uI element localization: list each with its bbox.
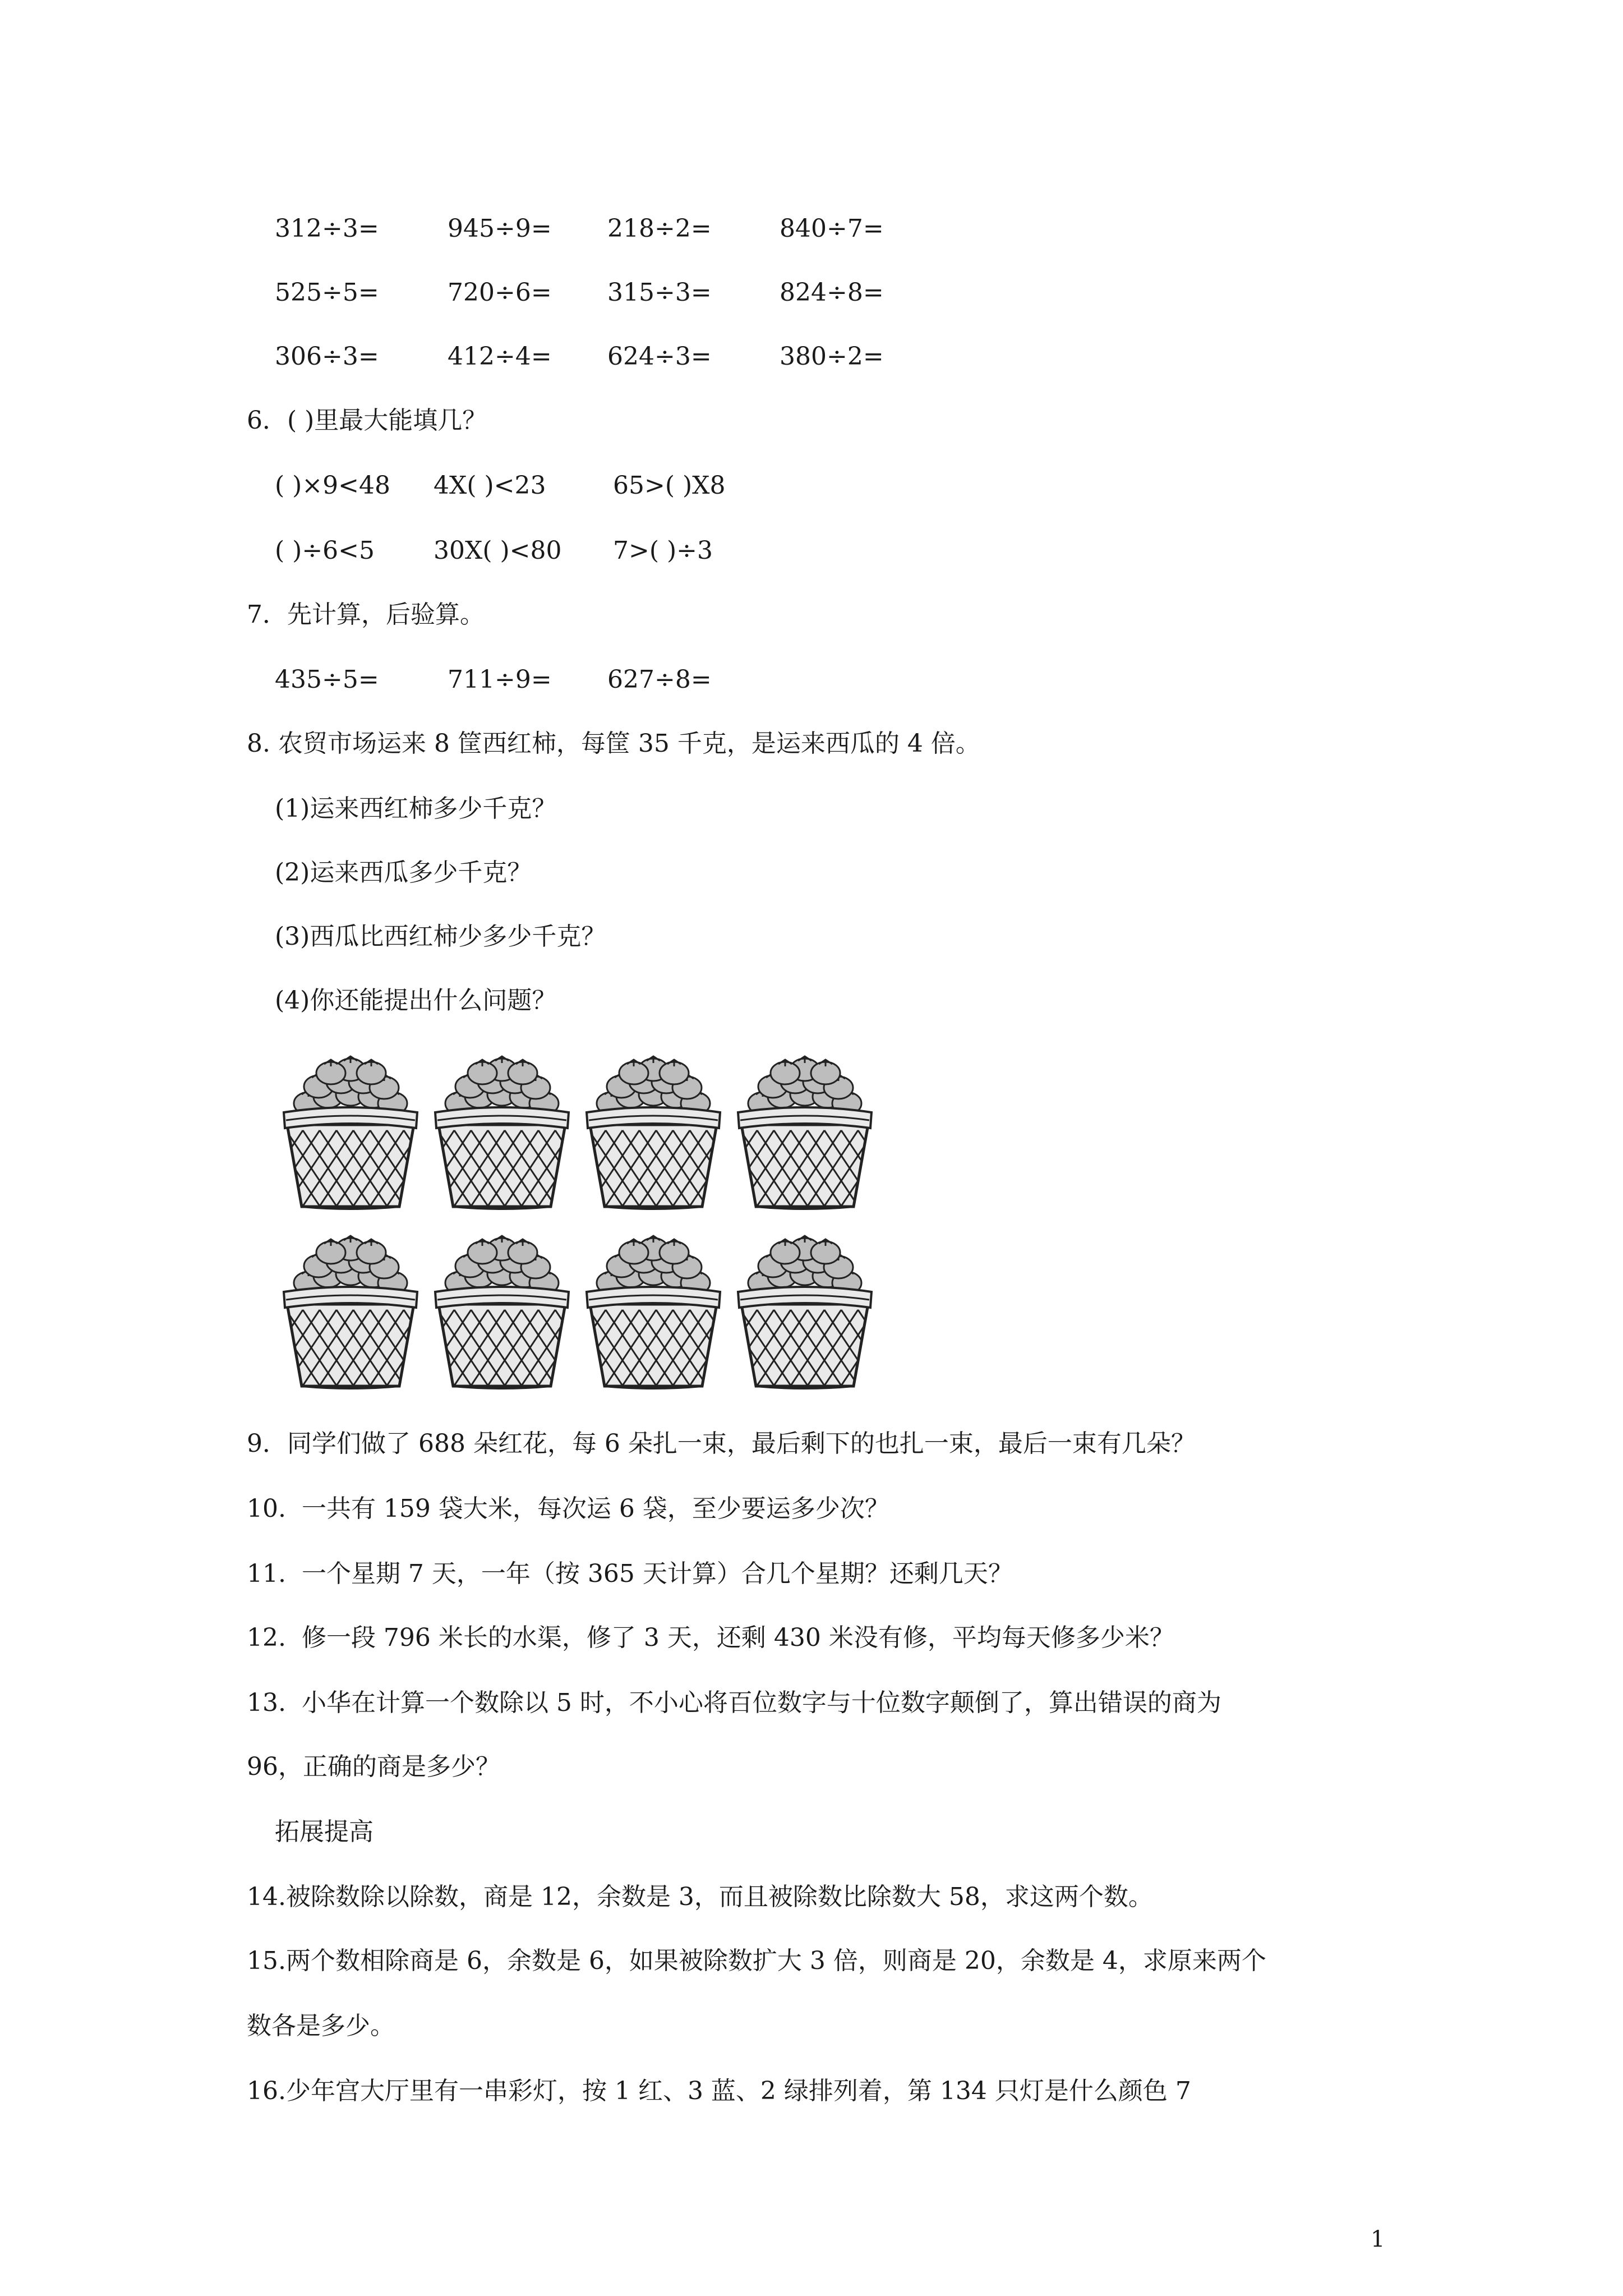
calc-item: 824÷8= [780,278,884,307]
inequality-item: 4X( )<23 [434,471,546,500]
tomato-basket-icon [275,1041,426,1212]
inequality-item: 7>( )÷3 [613,536,713,565]
q8-sub-1: (1)运来西红柿多少千克？ [275,794,557,823]
calc-item: 218÷2= [607,214,712,243]
calc-item: 627÷8= [607,665,712,694]
tomato-basket-icon [426,1041,578,1212]
q8-title: 8. 农贸市场运来 8 筐西红柿，每筐 35 千克，是运来西瓜的 4 倍。 [247,729,980,758]
calc-item: 840÷7= [780,214,884,243]
inequality-item: ( )×9<48 [275,471,391,500]
q6-title: 6．( )里最大能填几？ [247,406,487,435]
tomato-basket-icon [729,1220,880,1391]
q10-text: 10. 一共有 159 袋大米，每次运 6 袋，至少要运多少次？ [247,1494,889,1523]
q13-line-1: 13. 小华在计算一个数除以 5 时，不小心将百位数字与十位数字颠倒了，算出错误的商为 [247,1688,1221,1717]
q16-text: 16.少年宫大厅里有一串彩灯，按 1 红、3 蓝、2 绿排列着，第 134 只灯是什么颜色 7 [247,2077,1191,2105]
calc-item: 945÷9= [448,214,552,243]
calc-item: 306÷3= [275,342,379,371]
calc-item: 380÷2= [780,342,884,371]
calc-item: 525÷5= [275,278,379,307]
tomato-basket-icon [426,1220,578,1391]
q8-sub-4: (4)你还能提出什么问题？ [275,986,557,1015]
q15-line-2: 数各是多少。 [247,2012,395,2040]
q8-sub-3: (3)西瓜比西红柿少多少千克？ [275,922,606,951]
q13-line-2: 96，正确的商是多少？ [247,1752,500,1781]
calc-item: 435÷5= [275,665,379,694]
inequality-item: ( )÷6<5 [275,536,375,565]
q12-text: 12. 修一段 796 米长的水渠，修了 3 天，还剩 430 米没有修，平均每天修多少米？ [247,1623,1174,1652]
calc-item: 624÷3= [607,342,712,371]
q15-line-1: 15.两个数相除商是 6，余数是 6，如果被除数扩大 3 倍，则商是 20，余数是 4，求原来两个 [247,1947,1266,1975]
calc-item: 720÷6= [448,278,552,307]
tomato-basket-icon [729,1041,880,1212]
q11-text: 11. 一个星期 7 天，一年（按 365 天计算）合几个星期？还剩几天？ [247,1559,1013,1588]
calc-item: 312÷3= [275,214,379,243]
q8-sub-2: (2)运来西瓜多少千克？ [275,858,532,887]
page-number: 1 [1371,2226,1385,2252]
section-title: 拓展提高 [275,1818,374,1846]
q14-text: 14.被除数除以除数，商是 12，余数是 3，而且被除数比除数大 58，求这两个数。 [247,1883,1153,1911]
q9-text: 9．同学们做了 688 朵红花，每 6 朵扎一束，最后剩下的也扎一束，最后一束有几朵？ [247,1429,1196,1458]
inequality-item: 65>( )X8 [613,471,726,500]
tomato-basket-icon [275,1220,426,1391]
tomato-basket-icon [578,1220,729,1391]
inequality-item: 30X( )<80 [434,536,562,565]
q7-title: 7．先计算，后验算。 [247,600,485,629]
tomato-basket-icon [578,1041,729,1212]
tomato-baskets-illustration [275,1041,892,1400]
calc-item: 412÷4= [448,342,552,371]
calc-item: 711÷9= [448,665,552,694]
calc-item: 315÷3= [607,278,712,307]
